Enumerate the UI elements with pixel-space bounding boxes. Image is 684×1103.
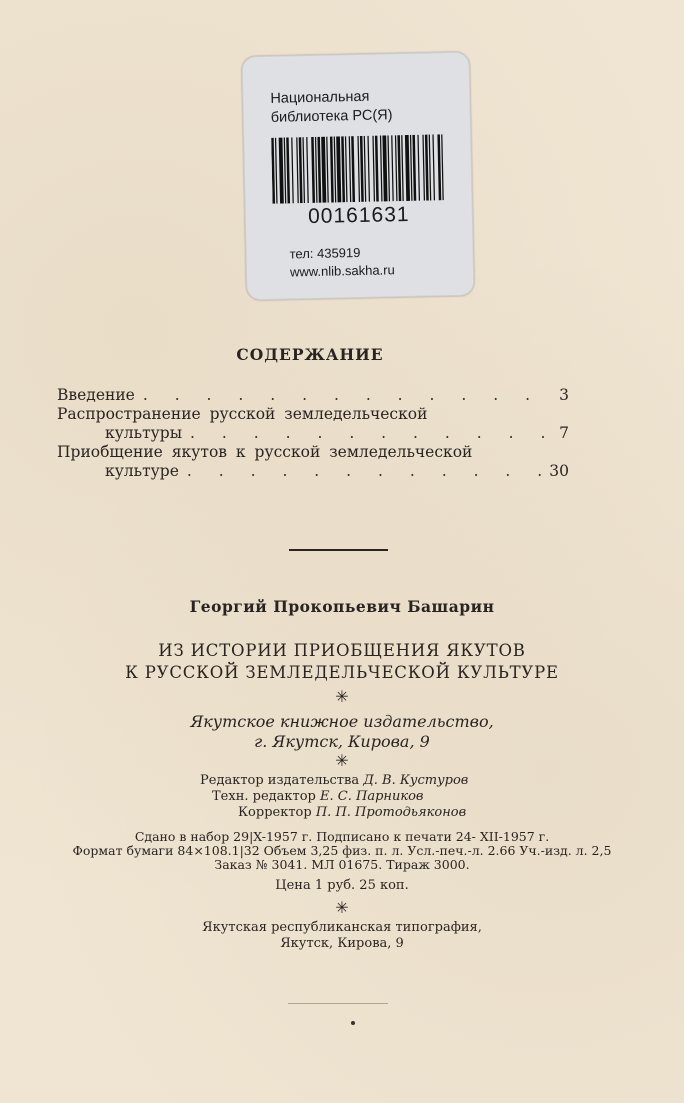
author-name: Георгий Прокопьевич Башарин — [189, 597, 495, 616]
barcode-number: 00161631 — [307, 202, 410, 229]
printer-line1: Якутская республиканская типография, — [202, 920, 482, 935]
toc-page-number: 7 — [559, 424, 569, 442]
library-name-line1: Национальная — [270, 88, 370, 107]
toc-entry-spread — [57, 405, 569, 443]
library-name-line2: библиотека РС(Я) — [270, 107, 393, 126]
imprint-line2: Формат бумаги 84×108.1|32 Объем 3,25 физ. п. л. Усл.-печ.-л. 2.66 Уч.-изд. л. 2,5 — [72, 843, 612, 858]
toc-page-number: 3 — [559, 386, 569, 404]
asterism-icon: ✳ — [335, 898, 349, 917]
toc-entry-label-cont: культуре — [105, 462, 179, 480]
publisher-info — [0, 712, 684, 752]
library-website: www.nlib.sakha.ru — [289, 262, 395, 280]
credit-tech-editor-name: Е. С. Парников — [320, 789, 424, 804]
toc-leader-dots — [179, 462, 547, 481]
credit-tech-editor: Техн. редактор Е. С. Парников — [212, 789, 424, 804]
barcode-image — [271, 134, 444, 204]
library-phone: тел: 435919 — [289, 244, 361, 262]
credit-editor: Редактор издательства Д. В. Кустуров — [200, 773, 469, 788]
bottom-divider — [288, 1003, 388, 1004]
credit-proofreader: Корректор П. П. Протодьяконов — [238, 805, 467, 820]
toc-entry-label: Введение — [57, 386, 135, 404]
asterism-icon: ✳ — [335, 687, 349, 706]
credit-proofreader-name: П. П. Протодьяконов — [315, 805, 467, 820]
table-of-contents — [57, 386, 569, 481]
toc-page-number: 30 — [549, 462, 569, 480]
contents-heading: СОДЕРЖАНИЕ — [236, 345, 384, 364]
book-title-line1: ИЗ ИСТОРИИ ПРИОБЩЕНИЯ ЯКУТОВ — [158, 641, 526, 660]
imprint-details — [0, 830, 684, 872]
toc-entry-label: Приобщение якутов к русской земледельческой — [57, 443, 473, 461]
credit-editor-name: Д. В. Кустуров — [363, 773, 469, 788]
printer-info — [0, 920, 684, 952]
toc-entry-label: Распространение русской земледельческой — [57, 405, 428, 423]
toc-leader-dots — [135, 386, 547, 405]
library-contacts — [289, 243, 395, 281]
section-divider — [289, 549, 388, 551]
library-name — [270, 86, 461, 128]
toc-entry-label-cont: культуры — [105, 424, 183, 442]
publisher-line1: Якутское книжное издательство, — [190, 712, 494, 731]
toc-entry-adoption — [57, 443, 569, 481]
price: Цена 1 руб. 25 коп. — [275, 878, 409, 893]
book-title — [0, 640, 684, 684]
printer-line2: Якутск, Кирова, 9 — [280, 936, 404, 951]
library-sticker — [241, 52, 474, 301]
toc-leader-dots — [182, 424, 547, 443]
paper-speck — [351, 1021, 355, 1025]
asterism-icon: ✳ — [335, 751, 349, 770]
publisher-line2: г. Якутск, Кирова, 9 — [254, 732, 430, 751]
editorial-credits — [200, 773, 468, 821]
imprint-line1: Сдано в набор 29|X-1957 г. Подписано к печати 24- XII-1957 г. — [134, 829, 550, 844]
toc-entry-introduction — [57, 386, 569, 405]
book-title-line2: К РУССКОЙ ЗЕМЛЕДЕЛЬЧЕСКОЙ КУЛЬТУРЕ — [125, 663, 559, 682]
imprint-line3: Заказ № 3041. МЛ 01675. Тираж 3000. — [214, 857, 470, 872]
